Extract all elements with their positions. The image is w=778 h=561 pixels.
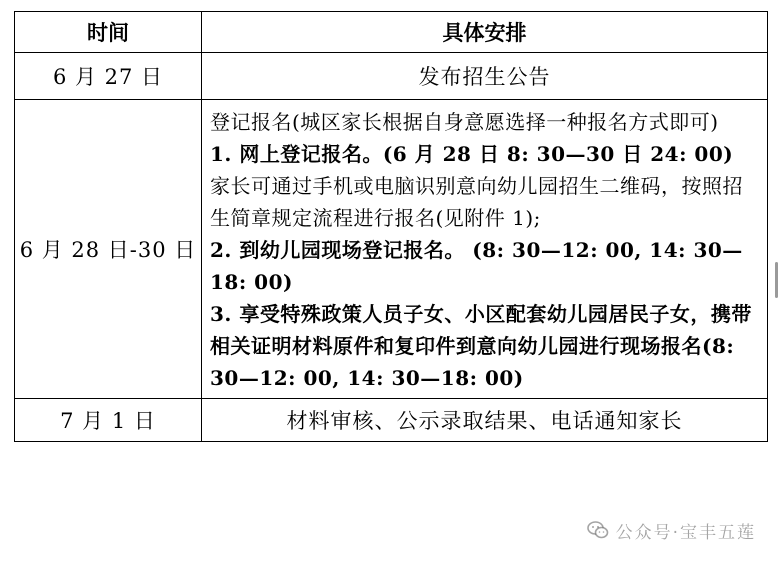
row-time: 7 月 1 日 [15, 399, 202, 442]
table-row [15, 399, 768, 442]
online-registration: 1. 网上登记报名。(6 月 28 日 8: 30—30 日 24: 00) [210, 142, 734, 166]
row-time: 6 月 27 日 [15, 53, 202, 100]
row-time: 6 月 28 日-30 日 [15, 100, 202, 399]
online-registration-desc: 家长可通过手机或电脑识别意向幼儿园招生二维码，按照招生简章规定流程进行报名(见附件 1); [210, 174, 743, 230]
onsite-registration: 2. 到幼儿园现场登记报名。 (8: 30—12: 00, 14: 30—18: 00) [210, 238, 743, 294]
wechat-icon [586, 518, 610, 542]
registration-intro: 登记报名(城区家长根据自身意愿选择一种报名方式即可) [210, 110, 719, 134]
schedule-table [14, 11, 768, 442]
header-time: 时间 [15, 12, 202, 53]
row-detail: 材料审核、公示录取结果、电话通知家长 [202, 399, 768, 442]
watermark [586, 517, 756, 543]
header-arrangement: 具体安排 [202, 12, 768, 53]
row-detail: 发布招生公告 [202, 53, 768, 100]
row-detail [202, 100, 768, 399]
table-header-row [15, 12, 768, 53]
table-row [15, 53, 768, 100]
table-row [15, 100, 768, 399]
watermark-text: 公众号·宝丰五莲 [615, 522, 756, 543]
special-policy-registration: 3. 享受特殊政策人员子女、小区配套幼儿园居民子女，携带相关证明材料原件和复印件到意向幼儿园进行现场报名(8: 30—12: 00, 14: 30—18: 00) [210, 302, 752, 390]
